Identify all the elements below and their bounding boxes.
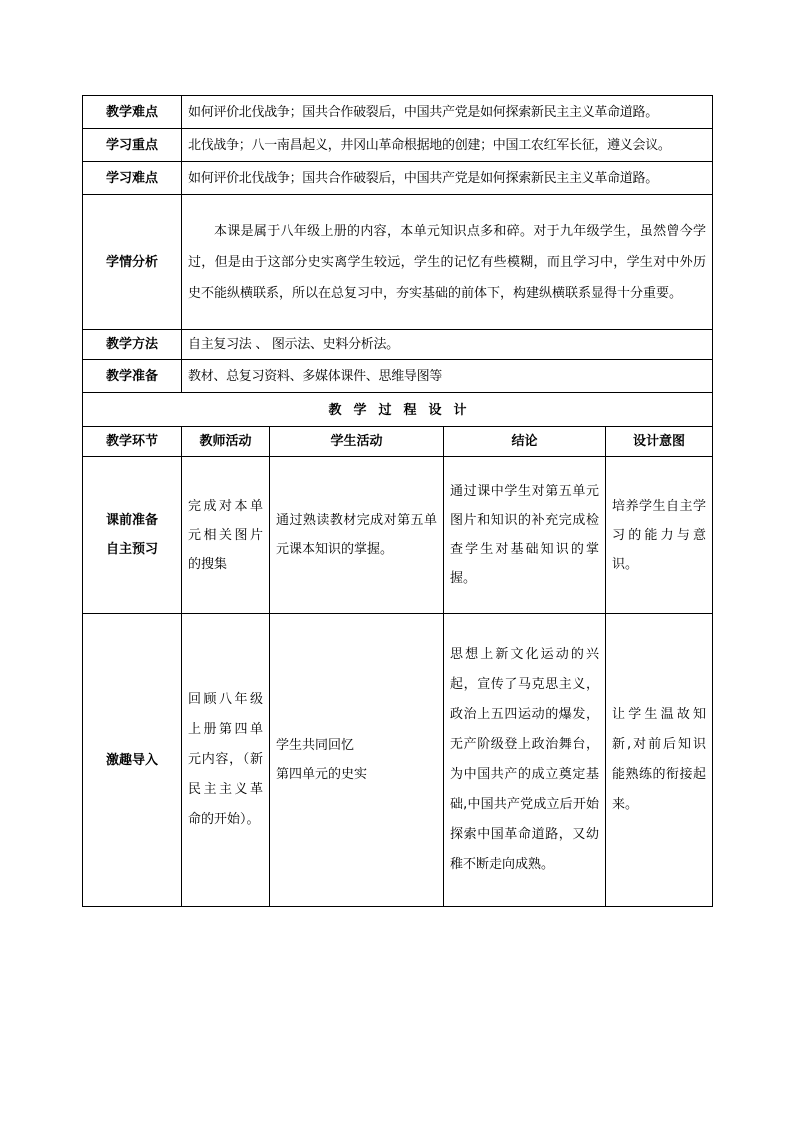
info-row-student-analysis bbox=[83, 195, 713, 330]
teacher-activity: 完成对本单元相关图片的搜集 bbox=[182, 457, 270, 614]
stage-cell bbox=[83, 457, 182, 614]
stage-line: 课前准备 bbox=[105, 513, 158, 528]
row-value: 北伐战争；八一南昌起义，井冈山革命根据地的创建；中国工农红军长征，遵义会议。 bbox=[182, 129, 713, 162]
student-activity: 通过熟读教材完成对第五单元课本知识的掌握。 bbox=[270, 457, 444, 614]
teacher-activity: 回顾八年级上册第四单元内容，（新民主主义革命的开始）。 bbox=[182, 614, 270, 907]
design-intent: 让学生温故知新,对前后知识能熟练的衔接起来。 bbox=[606, 614, 713, 907]
row-label: 学情分析 bbox=[83, 195, 182, 330]
student-line: 第四单元的史实 bbox=[276, 767, 368, 782]
process-title: 教学过程设计 bbox=[83, 393, 713, 427]
conclusion: 通过课中学生对第五单元图片和知识的补充完成检查学生对基础知识的掌握。 bbox=[444, 457, 606, 614]
info-row-difficulty bbox=[83, 96, 713, 129]
row-value: 如何评价北伐战争；国共合作破裂后，中国共产党是如何探索新民主主义革命道路。 bbox=[182, 162, 713, 195]
student-activity bbox=[270, 614, 444, 907]
row-value: 如何评价北伐战争；国共合作破裂后，中国共产党是如何探索新民主主义革命道路。 bbox=[182, 96, 713, 129]
row-value: 本课是属于八年级上册的内容，本单元知识点多和碎。对于九年级学生，虽然曾今学过，但是由于这部分史实离学生较远，学生的记忆有些模糊，而且学习中，学生对中外历史不能纵横联系，所以在总复习中，夯实基础的前体下，构建纵横联系显得十分重要。 bbox=[182, 195, 713, 330]
header-student: 学生活动 bbox=[270, 427, 444, 457]
row-label: 教学方法 bbox=[83, 330, 182, 360]
info-row-learning-difficulty bbox=[83, 162, 713, 195]
info-row-method bbox=[83, 330, 713, 360]
process-row-intro bbox=[83, 614, 713, 907]
conclusion: 思想上新文化运动的兴起，宣传了马克思主义，政治上五四运动的爆发，无产阶级登上政治舞台，为中国共产的成立奠定基础,中国共产党成立后开始探索中国革命道路，又幼稚不断走向成熟。 bbox=[444, 614, 606, 907]
stage-line: 自主预习 bbox=[105, 542, 158, 557]
info-row-learning-focus bbox=[83, 129, 713, 162]
stage-cell: 激趣导入 bbox=[83, 614, 182, 907]
lesson-plan-table bbox=[82, 95, 713, 907]
header-stage: 教学环节 bbox=[83, 427, 182, 457]
process-header-row bbox=[83, 427, 713, 457]
row-label: 教学准备 bbox=[83, 360, 182, 393]
row-label: 学习重点 bbox=[83, 129, 182, 162]
process-row-preview bbox=[83, 457, 713, 614]
row-value: 自主复习法 、 图示法、史料分析法。 bbox=[182, 330, 713, 360]
row-label: 学习难点 bbox=[83, 162, 182, 195]
header-teacher: 教师活动 bbox=[182, 427, 270, 457]
row-label: 教学难点 bbox=[83, 96, 182, 129]
process-title-row bbox=[83, 393, 713, 427]
header-intent: 设计意图 bbox=[606, 427, 713, 457]
row-value: 教材、总复习资料、多媒体课件、思维导图等 bbox=[182, 360, 713, 393]
student-line: 学生共同回忆 bbox=[276, 738, 355, 753]
info-row-preparation bbox=[83, 360, 713, 393]
header-conclusion: 结论 bbox=[444, 427, 606, 457]
design-intent: 培养学生自主学习的能力与意识。 bbox=[606, 457, 713, 614]
